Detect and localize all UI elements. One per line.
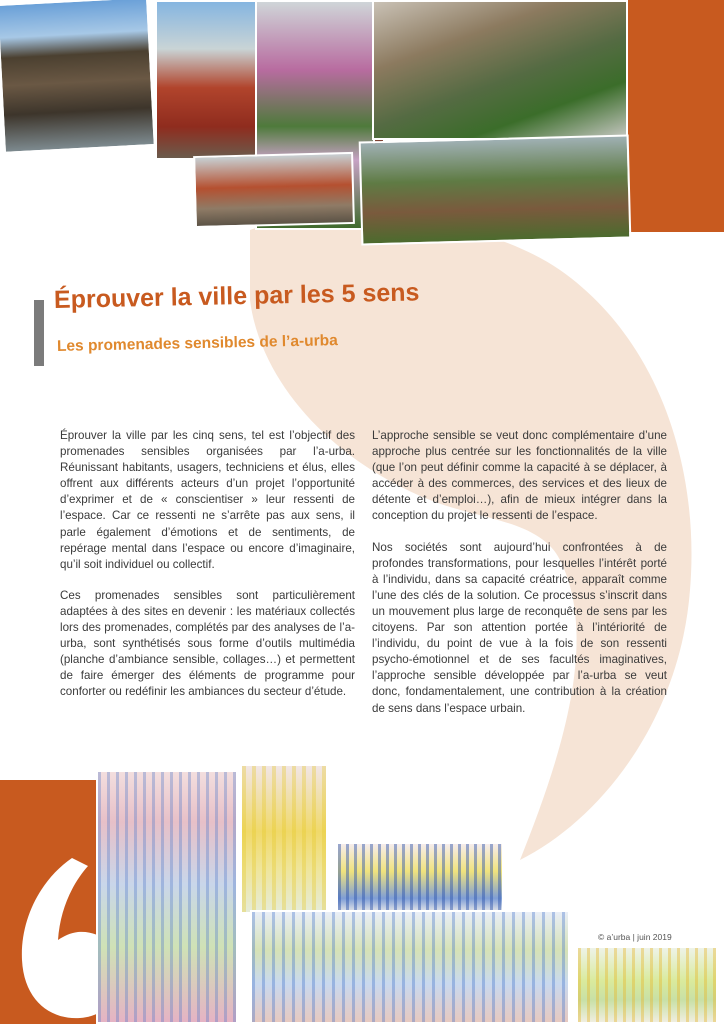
paragraph: Éprouver la ville par les cinq sens, tel est l’objectif des promenades sensibles organisées par l’a-urba. Réunissant habitants, usagers, techniciens et élus, elles offrent aux différents acteurs d’un projet l’opportunité d’exprimer et de « conscientiser » leur ressenti de l’espace. Car ce ressenti ne s’arrête pas aux sens, il parle également d’émotions et de sentiments, de repérage mental dans l’espace ou encore d’imaginaire, qu’il soit individuel ou collectif. bbox=[60, 429, 355, 571]
page-title: Éprouver la ville par les 5 sens bbox=[53, 278, 420, 314]
paragraph: Ces promenades sensibles sont particulièrement adaptées à des sites en devenir : les matériaux collectés lors des promenades, complétés par des analyses de l’a-urba, sont synthétisés sous forme d’outils multimédia (planche d’ambiance sensible, collages…) et permettent de faire émerger des éléments de programme pour conforter ou redéfinir les ambiances du secteur d’étude. bbox=[60, 588, 355, 699]
photo-courtyard bbox=[193, 152, 355, 228]
drawing-2 bbox=[240, 764, 328, 914]
paragraph: L’approche sensible se veut donc complémentaire d’une approche plus centrée sur les fonctionnalités de la ville (que l’on peut définir comme la capacité à se déplacer, à accéder à des commerces, des services et des lieux de détente et d’emploi…), afin de mieux intégrer dans la conception du projet le ressenti de l’espace. bbox=[372, 429, 667, 523]
drawing-4 bbox=[250, 910, 570, 1024]
photo-mural bbox=[372, 0, 628, 140]
photo-roof bbox=[0, 0, 156, 154]
orange-block-top-right bbox=[628, 0, 724, 232]
drawing-1 bbox=[96, 770, 238, 1024]
left-column bbox=[60, 428, 355, 716]
title-marker bbox=[34, 300, 44, 366]
right-column bbox=[372, 428, 667, 732]
drawing-3 bbox=[336, 842, 504, 914]
drawing-5 bbox=[576, 946, 718, 1024]
photo-street bbox=[359, 134, 632, 245]
paragraph: Nos sociétés sont aujourd’hui confrontées à de profondes transformations, pour lesquelles l’intérêt porté à l’individu, dans sa capacité créatrice, apparaît comme l’une des clés de la solution. Ce processus s’inscrit dans un mouvement plus large de reconquête de sens par les citoyens. Par son attention portée à l’intériorité de l’individu, du point de vue à la fois de son ressenti psycho-émotionnel et de ses facultés imaginatives, l’approche sensible développée par l’a-urba se veut donc, fondamentalement, une contribution à la création de sens dans l’espace urbain. bbox=[372, 540, 667, 715]
page-subtitle: Les promenades sensibles de l’a-urba bbox=[56, 332, 338, 355]
copyright-credit: © a’urba | juin 2019 bbox=[598, 932, 672, 942]
